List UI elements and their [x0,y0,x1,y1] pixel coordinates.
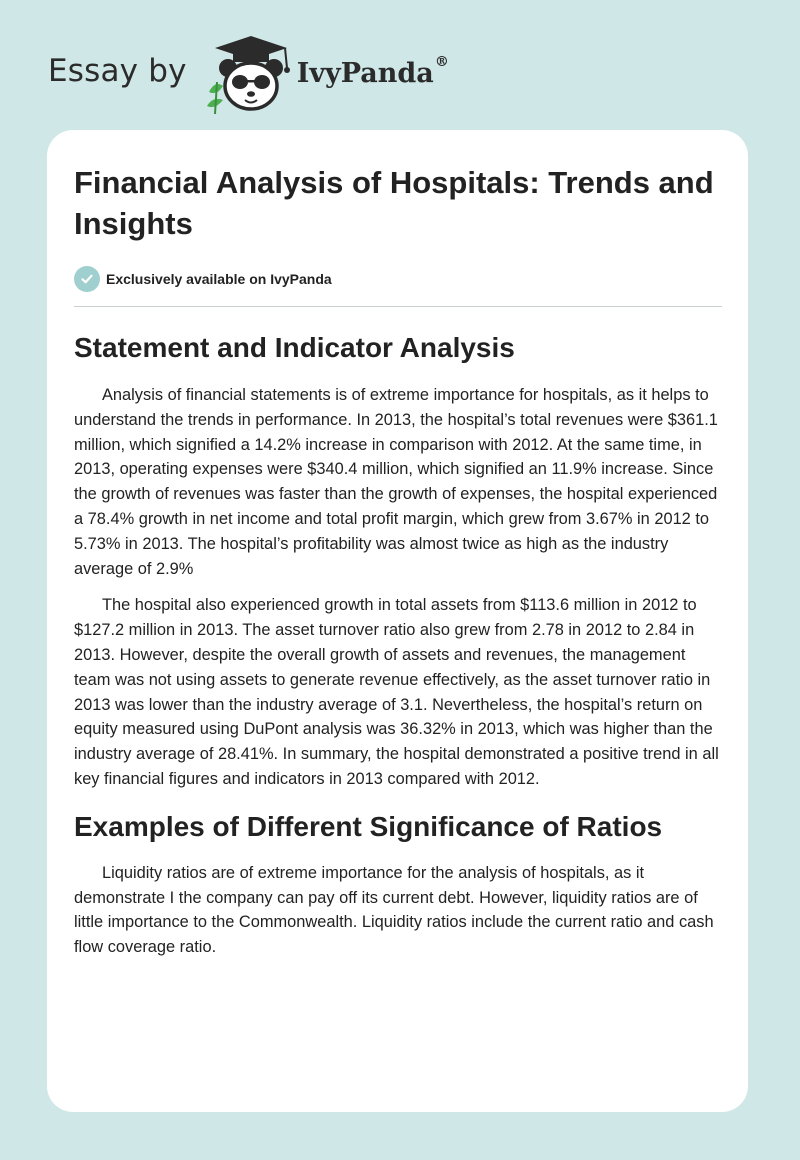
section-heading: Examples of Different Significance of Ratios [74,810,663,842]
essay-title: Financial Analysis of Hospitals: Trends and Insights [74,165,714,241]
exclusive-badge [74,266,722,292]
title-divider [74,306,722,307]
exclusive-badge-label: Exclusively available on IvyPanda [106,271,332,287]
registered-mark: ® [434,53,449,70]
paragraph: Analysis of financial statements is of extreme importance for hospitals, as it helps to understand the trends in performance. In 2013, the hospital’s total revenues were $361.1 million, which signified a 14.2% increase in comparison with 2012. At the same time, in 2013, operating expenses were $340.4 million, which signified an 11.9% increase. Since the growth of revenues was faster than the growth of expenses, the hospital experienced a 78.4% growth in net income and total profit margin, which grew from 3.67% in 2012 to 5.73% in 2013. The hospital’s profitability was almost twice as high as the industry average of 2.9% [74,386,718,578]
site-header [48,34,449,114]
ivypanda-brand-name[interactable]: IvyPanda® [296,53,449,89]
paragraph: The hospital also experienced growth in total assets from $113.6 million in 2012 to $127.2 million in 2013. The asset turnover ratio also grew from 2.78 in 2012 to 2.84 in 2013. However, despite the overall growth of assets and revenues, the management team was not using assets to generate revenue effectively, as the asset turnover ratio in 2013 was lower than the industry average of 3.1. Nevertheless, the hospital’s return on equity measured using DuPont analysis was 36.32% in 2013, which was higher than the industry average of 28.41%. In summary, the hospital demonstrated a positive trend in all key financial figures and indicators in 2013 compared with 2012. [74,596,719,788]
paragraph: Liquidity ratios are of extreme importance for the analysis of hospitals, as it demonstrate I the company can pay off its current debt. However, liquidity ratios are of little importance to the Commonwealth. Liquidity ratios include the current ratio and cash flow coverage ratio. [74,863,714,957]
check-circle-icon [74,266,100,292]
panda-logo-icon[interactable] [201,34,293,114]
section-heading: Statement and Indicator Analysis [74,332,515,363]
essay-by-label: Essay by [48,53,187,89]
essay-card [47,130,748,1112]
